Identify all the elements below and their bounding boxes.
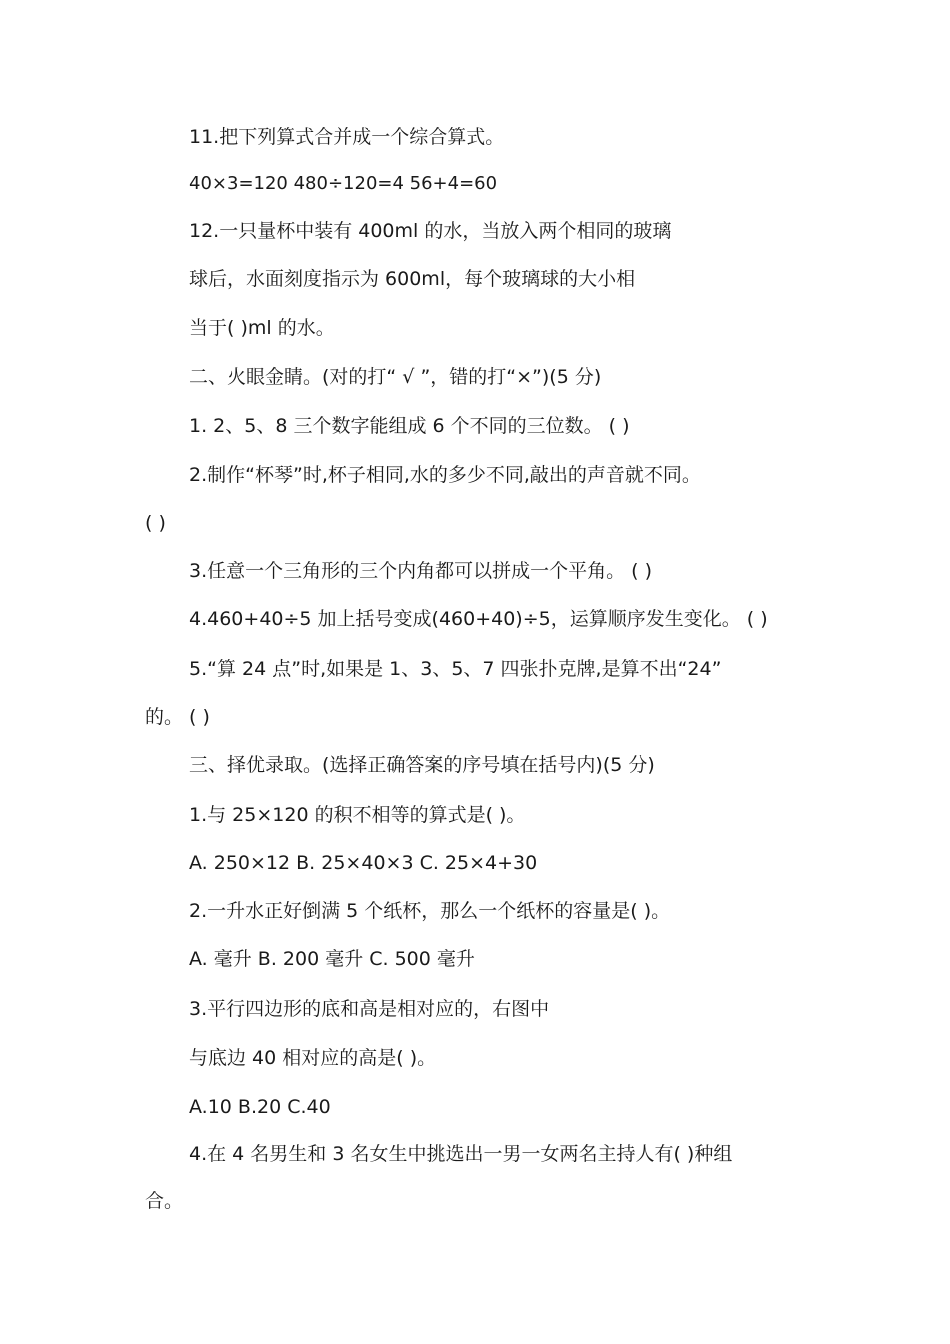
section-3-question-4-continued: 合。 [145, 1190, 184, 1212]
section-3-question-2: 2.一升水正好倒满 5 个纸杯，那么一个纸杯的容量是( )。 [189, 900, 671, 922]
section-2-question-2: 2.制作“杯琴”时,杯子相同,水的多少不同,敲出的声音就不同。 [189, 464, 701, 486]
section-2-question-2-answer-paren: ( ) [145, 512, 166, 534]
question-12-line-2: 球后，水面刻度指示为 600ml，每个玻璃球的大小相 [189, 268, 636, 290]
section-2-heading: 二、火眼金睛。(对的打“ √ ”，错的打“×”)(5 分) [189, 366, 602, 388]
question-12-line-1: 12.一只量杯中装有 400ml 的水，当放入两个相同的玻璃 [189, 220, 672, 242]
section-3-question-3-options: A.10 B.20 C.40 [189, 1096, 331, 1118]
section-3-question-4: 4.在 4 名男生和 3 名女生中挑选出一男一女两名主持人有( )种组 [189, 1143, 733, 1165]
section-3-question-2-options: A. 毫升 B. 200 毫升 C. 500 毫升 [189, 948, 475, 970]
question-11-expressions: 40×3=120 480÷120=4 56+4=60 [189, 173, 498, 194]
section-2-question-4: 4.460+40÷5 加上括号变成(460+40)÷5，运算顺序发生变化。 ( ) [189, 608, 768, 630]
section-3-question-1-options: A. 250×12 B. 25×40×3 C. 25×4+30 [189, 852, 538, 874]
question-11-text: 11.把下列算式合并成一个综合算式。 [189, 126, 505, 148]
section-3-question-3-line-2: 与底边 40 相对应的高是( )。 [189, 1047, 437, 1069]
section-3-question-3-line-1: 3.平行四边形的底和高是相对应的，右图中 [189, 998, 550, 1020]
section-3-heading: 三、择优录取。(选择正确答案的序号填在括号内)(5 分) [189, 754, 655, 776]
section-2-question-5-continued: 的。 ( ) [145, 706, 210, 728]
section-3-question-1: 1.与 25×120 的积不相等的算式是( )。 [189, 804, 526, 826]
question-12-line-3: 当于( )ml 的水。 [189, 317, 335, 339]
section-2-question-3: 3.任意一个三角形的三个内角都可以拼成一个平角。 ( ) [189, 560, 653, 582]
section-2-question-5: 5.“算 24 点”时,如果是 1、3、5、7 四张扑克牌,是算不出“24” [189, 658, 722, 680]
section-2-question-1: 1. 2、5、8 三个数字能组成 6 个不同的三位数。 ( ) [189, 415, 630, 437]
